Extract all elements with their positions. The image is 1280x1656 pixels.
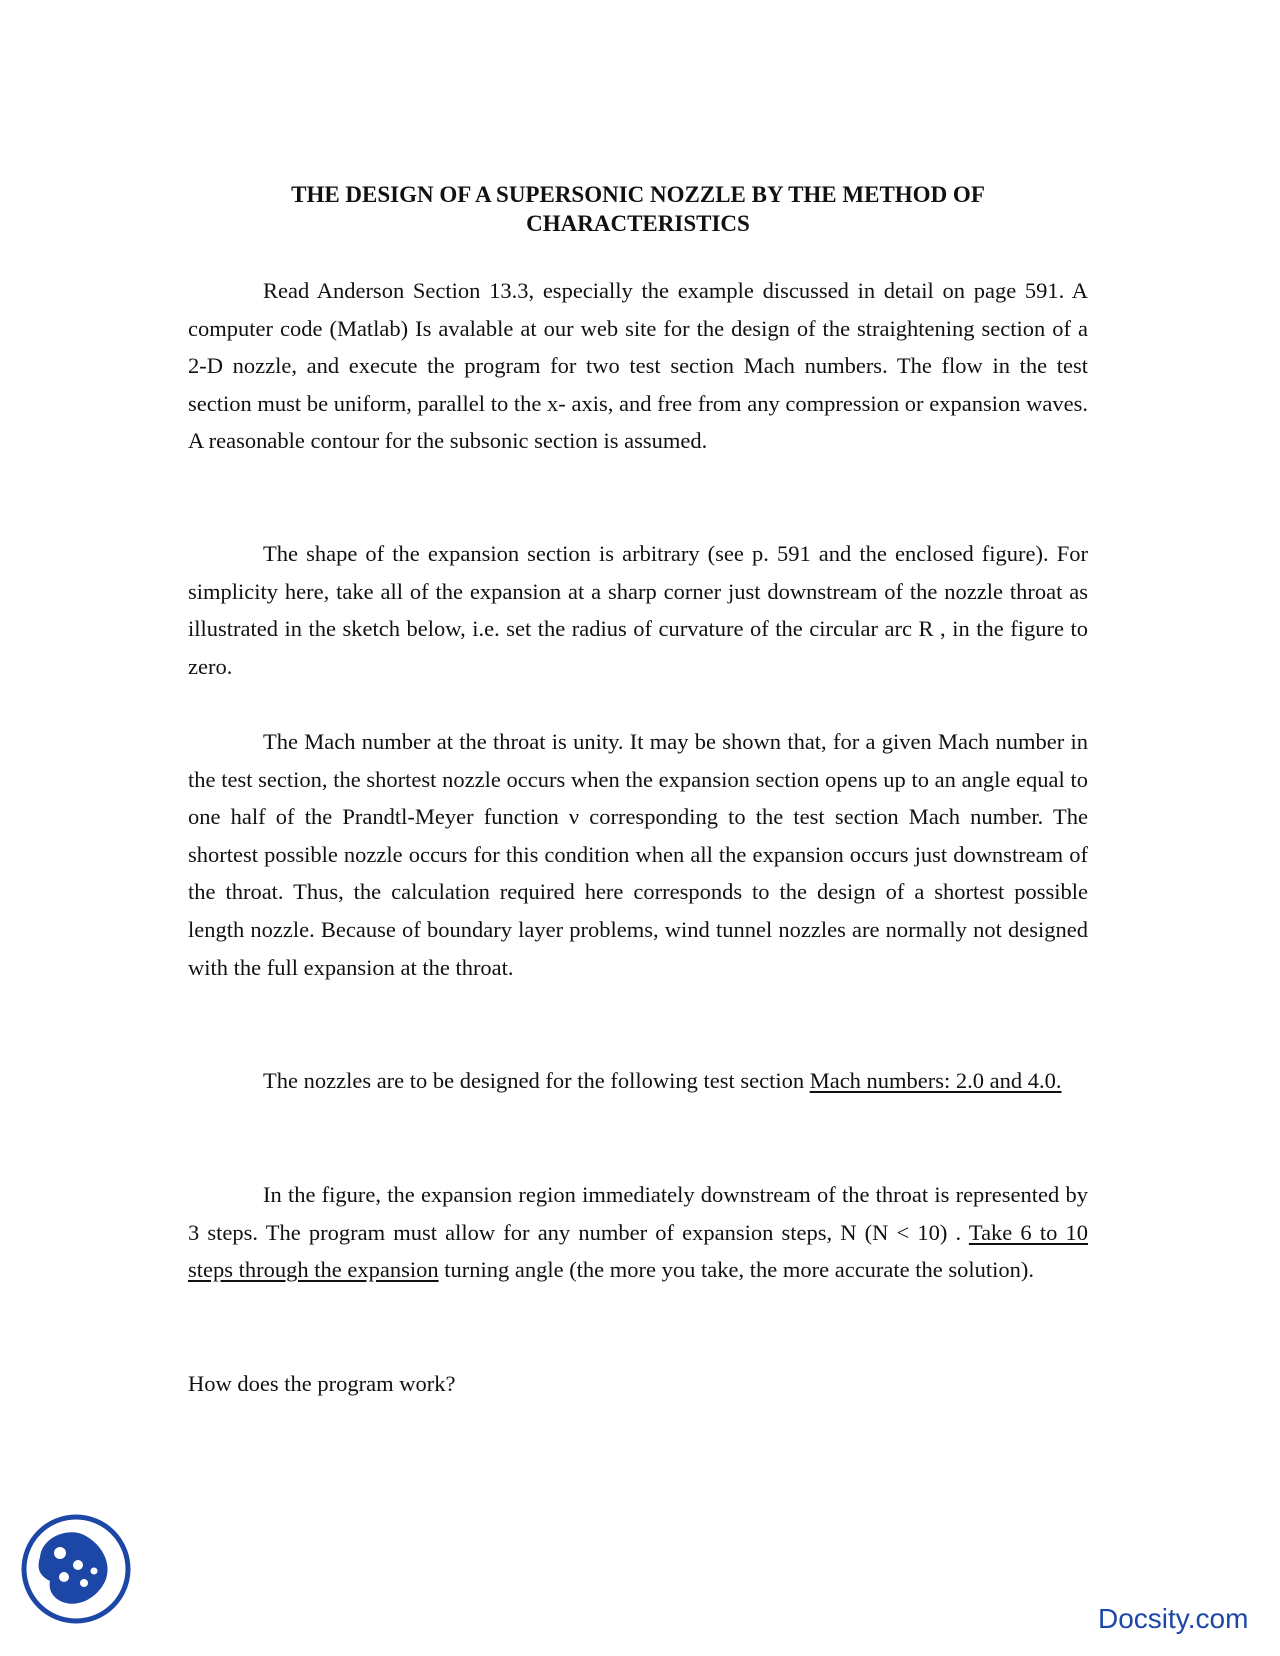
paragraph-plain-text: In the figure, the expansion region immediately downstream of the throat is represented by 3 steps. The program must allow for any number of expansion steps, N (N < 10) . [188,1182,1088,1245]
paragraph-text: Read Anderson Section 13.3, especially the example discussed in detail on page 591. A computer code (Matlab) Is avalable at our web site for the design of the straightening section of a 2-D nozzle, and execute the program for two test section Mach numbers. The flow in the test section must be uniform, parallel to the x- axis, and free from any compression or expansion waves. A reasonable contour for the subsonic section is assumed. [188,278,1088,454]
document-title: THE DESIGN OF A SUPERSONIC NOZZLE BY THE METHOD OF CHARACTERISTICS [291,182,985,236]
paragraph-expansion-steps [188,1176,1088,1289]
paragraph-mach-throat [188,723,1088,986]
paragraph-expansion-shape [188,535,1088,685]
docsity-brand-link[interactable]: Docsity.com [1098,1603,1249,1634]
underlined-mach-numbers: Mach numbers: 2.0 and 4.0. [809,1068,1062,1093]
paragraph-plain-text: turning angle (the more you take, the more accurate the solution). [438,1257,1035,1283]
paragraph-text: The Mach number at the throat is unity. It may be shown that, for a given Mach number in the test section, the shortest nozzle occurs when the expansion section opens up to an angle equal to one half of the Prandtl-Meyer function ν corresponding to the test section Mach number. The shortest possible nozzle occurs for this condition when all the expansion occurs just downstream of the throat. Thus, the calculation required here corresponds to the design of a shortest possible length nozzle. Because of boundary layer problems, wind tunnel nozzles are normally not designed with the full expansion at the throat. [188,729,1088,980]
paragraph-text: How does the program work? [188,1371,456,1396]
paragraph-mach-numbers [188,1062,1088,1100]
paragraph-intro [188,272,1088,460]
paragraph-text [188,1062,1088,1100]
underlined-steps-instruction: Take 6 to 10 steps through the expansion [188,1219,1088,1283]
paragraph-text: The shape of the expansion section is arbitrary (see p. 591 and the enclosed figure). For simplicity here, take all of the expansion at a sharp corner just downstream of the nozzle throat as illustrated in the sketch below, i.e. set the radius of curvature of the circular arc R , in the figure to zero. [188,541,1088,679]
paragraph-plain-text: The nozzles are to be designed for the following test section [263,1068,810,1093]
docsity-logo-icon [20,1513,132,1625]
paragraph-text [188,1176,1088,1289]
paragraph-question [188,1365,1088,1403]
